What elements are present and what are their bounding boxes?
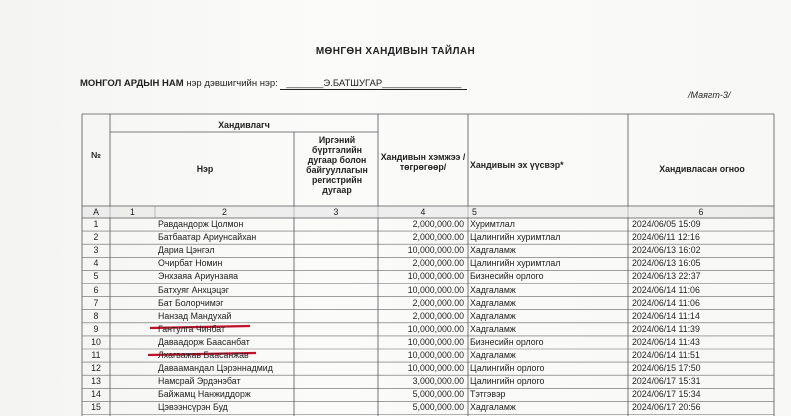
- donor-name: Цэвээнсүрэн Буд: [158, 402, 228, 413]
- header-amount: Хандивын хэмжээ /төгрөгөөр/: [380, 152, 466, 172]
- donation-date: 2024/06/13 22:37: [632, 271, 701, 282]
- form-number: /Маягт-3/: [688, 90, 731, 100]
- row-number: 8: [93, 310, 99, 321]
- donation-date: 2024/06/15 17:50: [632, 363, 701, 374]
- donation-amount: 10,000,000.00: [407, 363, 464, 374]
- donor-name: Батбаатар Ариунсайхан: [158, 232, 257, 243]
- header-source: Хандивын эх үүсвэр*: [470, 160, 564, 170]
- donation-amount: 10,000,000.00: [407, 350, 464, 360]
- donation-date: 2024/06/11 12:16: [632, 232, 700, 243]
- donation-date: 2024/06/17 15:31: [632, 376, 701, 387]
- row-number: 7: [93, 297, 99, 308]
- donation-amount: 2,000,000.00: [412, 258, 464, 269]
- donation-amount: 10,000,000.00: [407, 284, 464, 295]
- index-a: А: [93, 207, 99, 217]
- donation-date: 2024/06/13 16:02: [632, 245, 701, 256]
- row-number: 10: [91, 336, 101, 347]
- donation-amount: 5,000,000.00: [412, 402, 464, 413]
- donor-name: Очирбат Номин: [158, 258, 223, 269]
- donor-name: Бат Болорчимэг: [158, 297, 224, 308]
- donation-date: 2024/06/13 16:05: [632, 258, 701, 269]
- donation-source: Хадгаламж: [470, 350, 516, 360]
- row-number: 3: [93, 245, 99, 256]
- candidate-label: нэр дэвшигчийн нэр:: [186, 78, 278, 89]
- donation-date: 2024/06/14 11:14: [632, 310, 700, 321]
- donation-source: Хадгаламж: [470, 245, 516, 256]
- donor-name: Лхагважав Баасанжав: [158, 350, 249, 360]
- index-1: 1: [130, 207, 135, 217]
- row-number: 6: [93, 284, 99, 295]
- donation-amount: 2,000,000.00: [412, 297, 464, 308]
- donation-source: Цалингийн хуримтлал: [470, 232, 561, 243]
- donation-date: 2024/06/14 11:06: [632, 297, 700, 308]
- donation-date: 2024/06/17 20:56: [632, 402, 701, 413]
- row-number: 2: [93, 232, 99, 243]
- donation-source: Бизнесийн орлого: [470, 336, 544, 347]
- donation-source: Цалингийн орлого: [470, 376, 545, 387]
- row-number: 15: [91, 402, 101, 413]
- donation-amount: 2,000,000.00: [412, 310, 464, 321]
- donation-source: Хуримтлал: [470, 219, 515, 229]
- donor-name: Байжамц Нанжиддорж: [158, 389, 251, 400]
- party-name: МОНГОЛ АРДЫН НАМ: [80, 78, 184, 89]
- donation-amount: 3,000,000.00: [412, 376, 464, 387]
- row-number: 5: [93, 271, 99, 282]
- header-date: Хандивласан огноо: [659, 164, 745, 174]
- row-number: 12: [91, 363, 101, 374]
- donor-name: Энхзаяа Ариунзаяа: [158, 271, 239, 282]
- donation-source: Хадгаламж: [470, 323, 516, 334]
- index-4: 4: [420, 207, 426, 217]
- donation-source: Бизнесийн орлого: [470, 271, 544, 282]
- index-5: 5: [472, 207, 477, 217]
- row-number: 4: [93, 258, 99, 269]
- donation-source: Цалингийн орлого: [470, 363, 545, 374]
- donation-source: Хадгаламж: [470, 284, 516, 295]
- donation-source: Хадгаламж: [470, 310, 516, 321]
- index-2: 2: [222, 207, 227, 217]
- row-number: 1: [93, 219, 99, 229]
- donation-amount: 2,000,000.00: [412, 232, 464, 243]
- donor-name: Гантулга Чинбат: [158, 323, 226, 334]
- row-number: 13: [91, 376, 101, 387]
- donation-amount: 10,000,000.00: [407, 336, 464, 347]
- donor-name: Дариа Цэнгэл: [158, 245, 215, 256]
- header-registration: Иргэний бүртгэлийн дугаар болон байгууллагын регистрийн дугаар: [306, 135, 368, 195]
- donor-name: Даваамандал Цэрэннадмид: [158, 363, 273, 374]
- candidate-name: _______Э.БАТШУГАР_______________: [280, 78, 467, 90]
- row-number: 14: [91, 389, 101, 400]
- donation-date: 2024/06/14 11:51: [632, 350, 700, 360]
- donation-source: Хадгаламж: [470, 297, 516, 308]
- donation-amount: 10,000,000.00: [407, 271, 464, 282]
- donation-amount: 10,000,000.00: [407, 323, 464, 334]
- donor-name: Батхуяг Анхцэцэг: [158, 284, 230, 295]
- header-donor: Хандивлагч: [218, 120, 270, 130]
- donor-name: Равдандорж Цолмон: [158, 219, 244, 229]
- report-title: МӨНГӨН ХАНДИВЫН ТАЙЛАН: [315, 46, 476, 57]
- header-name: Нэр: [196, 164, 214, 174]
- donation-amount: 5,000,000.00: [412, 389, 464, 400]
- donation-amount: 10,000,000.00: [407, 245, 464, 256]
- index-6: 6: [698, 207, 704, 217]
- donation-date: 2024/06/05 15:09: [632, 219, 701, 229]
- row-number: 9: [93, 323, 99, 334]
- donor-name: Нанзад Мандухай: [158, 310, 232, 321]
- donation-date: 2024/06/14 11:06: [632, 284, 700, 295]
- donation-source: Цалингийн хуримтлал: [470, 258, 561, 269]
- donation-date: 2024/06/14 11:43: [632, 336, 700, 347]
- donation-amount: 2,000,000.00: [412, 219, 464, 229]
- donation-source: Тэтгэвэр: [470, 389, 506, 400]
- donation-date: 2024/06/14 11:39: [632, 323, 700, 334]
- donor-name: Намсрай Эрдэнэбат: [158, 376, 241, 387]
- header-no: №: [91, 150, 101, 160]
- donation-date: 2024/06/17 15:34: [632, 389, 701, 400]
- row-number: 11: [91, 350, 101, 360]
- index-3: 3: [333, 207, 339, 217]
- donor-name: Даваадорж Баасанбат: [158, 336, 250, 347]
- donation-source: Хадгаламж: [470, 402, 516, 413]
